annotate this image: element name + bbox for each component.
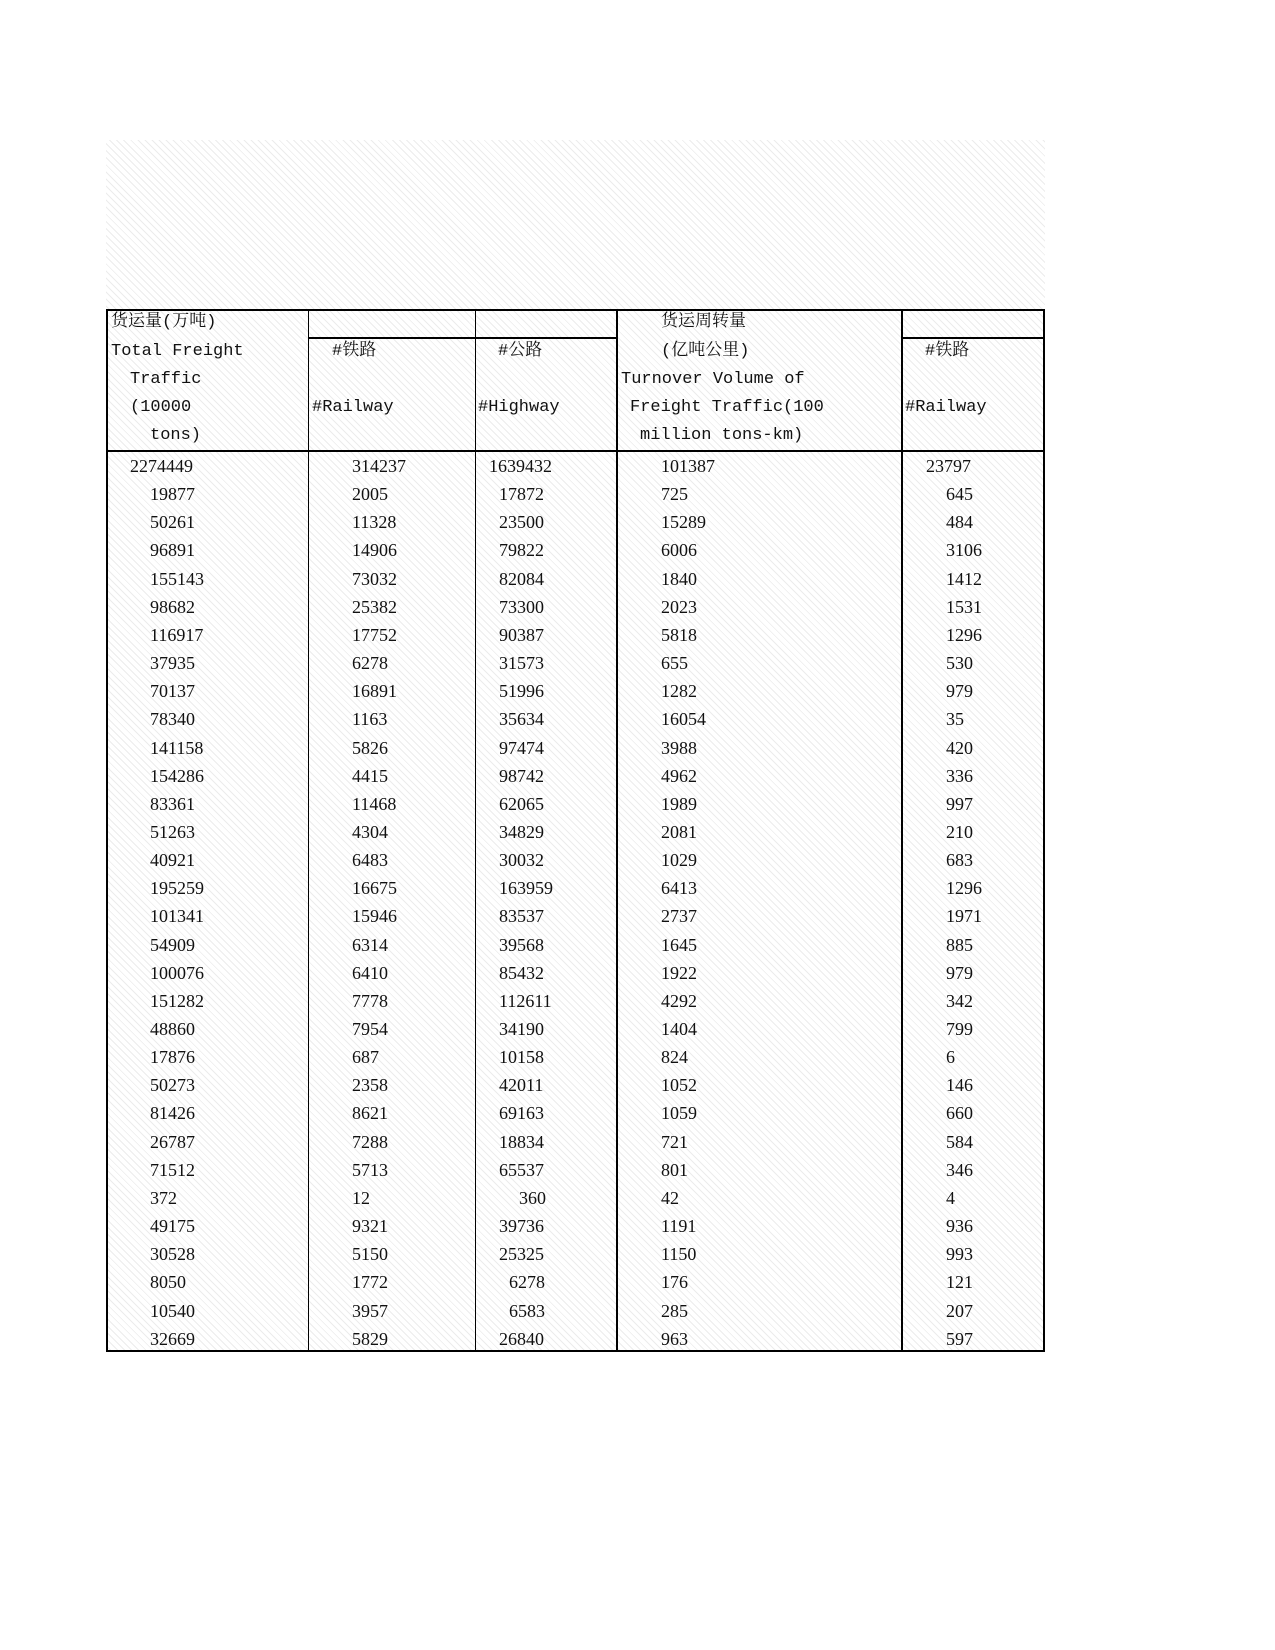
cell-total-freight: 81426 xyxy=(150,1103,195,1124)
cell-railway-freight: 2358 xyxy=(352,1075,388,1096)
cell-turnover-total: 4962 xyxy=(661,765,697,786)
cell-turnover-total: 1645 xyxy=(661,934,697,955)
cell-railway-freight: 25382 xyxy=(352,596,397,617)
cell-turnover-railway: 1531 xyxy=(946,596,982,617)
cell-total-freight: 71512 xyxy=(150,1159,195,1180)
cell-total-freight: 17876 xyxy=(150,1047,195,1068)
cell-railway-freight: 15946 xyxy=(352,906,397,927)
cell-turnover-railway: 35 xyxy=(946,709,964,730)
cell-turnover-railway: 885 xyxy=(946,934,973,955)
cell-total-freight: 49175 xyxy=(150,1216,195,1237)
cell-highway-freight: 82084 xyxy=(499,568,544,589)
cell-highway-freight: 360 xyxy=(519,1187,546,1208)
cell-turnover-total: 16054 xyxy=(661,709,706,730)
cell-railway-freight: 6278 xyxy=(352,653,388,674)
column-divider xyxy=(616,309,618,1352)
cell-turnover-railway: 584 xyxy=(946,1131,973,1152)
cell-highway-freight: 39736 xyxy=(499,1216,544,1237)
cell-turnover-railway: 645 xyxy=(946,484,973,505)
cell-total-freight: 2274449 xyxy=(130,456,193,476)
cell-turnover-railway: 346 xyxy=(946,1159,973,1180)
cell-turnover-railway: 597 xyxy=(946,1328,973,1349)
cell-turnover-total: 1840 xyxy=(661,568,697,589)
cell-railway-freight: 314237 xyxy=(352,456,406,476)
cell-turnover-railway: 936 xyxy=(946,1216,973,1237)
column-divider xyxy=(475,309,476,1352)
cell-total-freight: 78340 xyxy=(150,709,195,730)
cell-railway-freight: 11328 xyxy=(352,512,397,533)
cell-highway-freight: 90387 xyxy=(499,624,544,645)
cell-turnover-total: 1282 xyxy=(661,681,697,702)
header-freight-volume-cn: 货运量(万吨) xyxy=(111,313,217,332)
cell-highway-freight: 17872 xyxy=(499,484,544,505)
cell-highway-freight: 1639432 xyxy=(489,456,552,476)
cell-highway-freight: 98742 xyxy=(499,765,544,786)
table-border-top xyxy=(106,309,1045,311)
cell-turnover-railway: 6 xyxy=(946,1047,955,1068)
cell-total-freight: 100076 xyxy=(150,962,204,983)
cell-turnover-total: 3988 xyxy=(661,737,697,758)
cell-highway-freight: 85432 xyxy=(499,962,544,983)
cell-turnover-total: 824 xyxy=(661,1047,688,1068)
cell-railway-freight: 8621 xyxy=(352,1103,388,1124)
cell-railway-freight: 17752 xyxy=(352,624,397,645)
cell-total-freight: 48860 xyxy=(150,1019,195,1039)
cell-turnover-railway: 210 xyxy=(946,821,973,842)
cell-highway-freight: 97474 xyxy=(499,737,544,758)
cell-turnover-railway: 979 xyxy=(946,962,973,983)
cell-turnover-railway: 4 xyxy=(946,1187,955,1208)
cell-total-freight: 50273 xyxy=(150,1075,195,1096)
cell-highway-freight: 39568 xyxy=(499,934,544,955)
cell-total-freight: 50261 xyxy=(150,512,195,533)
cell-total-freight: 54909 xyxy=(150,934,195,955)
cell-turnover-railway: 683 xyxy=(946,850,973,871)
header-turnover-railway-cn: #铁路 xyxy=(925,342,970,361)
cell-turnover-total: 176 xyxy=(661,1272,688,1293)
cell-total-freight: 155143 xyxy=(150,568,204,589)
cell-turnover-railway: 420 xyxy=(946,737,973,758)
header-turnover-en: Freight Traffic(100 xyxy=(630,398,824,417)
cell-turnover-total: 725 xyxy=(661,484,688,505)
cell-highway-freight: 35634 xyxy=(499,709,544,730)
cell-highway-freight: 163959 xyxy=(499,878,553,899)
cell-railway-freight: 6483 xyxy=(352,850,388,871)
column-divider xyxy=(901,309,903,1352)
cell-turnover-total: 801 xyxy=(661,1159,688,1180)
cell-railway-freight: 7288 xyxy=(352,1131,388,1152)
cell-total-freight: 70137 xyxy=(150,681,195,702)
cell-turnover-total: 721 xyxy=(661,1131,688,1152)
cell-highway-freight: 6278 xyxy=(509,1272,545,1293)
cell-turnover-total: 1989 xyxy=(661,793,697,814)
cell-total-freight: 30528 xyxy=(150,1244,195,1265)
cell-turnover-total: 1150 xyxy=(661,1244,697,1265)
cell-highway-freight: 62065 xyxy=(499,793,544,814)
table-border-bottom xyxy=(106,1350,1045,1352)
cell-turnover-railway: 530 xyxy=(946,653,973,674)
cell-total-freight: 37935 xyxy=(150,653,195,674)
header-turnover-cn: (亿吨公里) xyxy=(661,342,750,361)
cell-railway-freight: 73032 xyxy=(352,568,397,589)
header-railway-en: #Railway xyxy=(312,398,394,417)
cell-total-freight: 98682 xyxy=(150,596,195,617)
cell-turnover-railway: 979 xyxy=(946,681,973,702)
cell-total-freight: 40921 xyxy=(150,850,195,871)
cell-turnover-railway: 336 xyxy=(946,765,973,786)
cell-turnover-railway: 146 xyxy=(946,1075,973,1096)
cell-turnover-total: 5818 xyxy=(661,624,697,645)
header-freight-volume-en: Traffic xyxy=(130,370,202,389)
cell-turnover-total: 1191 xyxy=(661,1216,697,1237)
cell-turnover-railway: 799 xyxy=(946,1019,973,1039)
freight-table xyxy=(106,309,1045,1352)
cell-highway-freight: 112611 xyxy=(499,990,552,1011)
cell-total-freight: 151282 xyxy=(150,990,204,1011)
cell-railway-freight: 6314 xyxy=(352,934,388,955)
cell-railway-freight: 5150 xyxy=(352,1244,388,1265)
cell-highway-freight: 79822 xyxy=(499,540,544,561)
cell-turnover-railway: 342 xyxy=(946,990,973,1011)
header-subdivider xyxy=(901,337,1045,339)
cell-railway-freight: 687 xyxy=(352,1047,379,1068)
header-bottom-border xyxy=(106,450,1045,452)
cell-highway-freight: 73300 xyxy=(499,596,544,617)
cell-highway-freight: 51996 xyxy=(499,681,544,702)
cell-railway-freight: 5826 xyxy=(352,737,388,758)
cell-railway-freight: 1163 xyxy=(352,709,388,730)
cell-turnover-total: 285 xyxy=(661,1300,688,1321)
cell-turnover-total: 1404 xyxy=(661,1019,697,1039)
cell-total-freight: 32669 xyxy=(150,1328,195,1349)
cell-turnover-total: 1059 xyxy=(661,1103,697,1124)
table-border-right xyxy=(1043,309,1045,1352)
cell-railway-freight: 1772 xyxy=(352,1272,388,1293)
cell-turnover-railway: 1296 xyxy=(946,878,982,899)
cell-railway-freight: 16675 xyxy=(352,878,397,899)
cell-turnover-total: 42 xyxy=(661,1187,679,1208)
cell-highway-freight: 30032 xyxy=(499,850,544,871)
header-turnover-en: Turnover Volume of xyxy=(621,370,805,389)
cell-railway-freight: 9321 xyxy=(352,1216,388,1237)
cell-highway-freight: 34190 xyxy=(499,1019,544,1039)
cell-turnover-railway: 993 xyxy=(946,1244,973,1265)
header-freight-volume-en: tons) xyxy=(150,426,202,445)
cell-total-freight: 154286 xyxy=(150,765,204,786)
cell-turnover-total: 2737 xyxy=(661,906,697,927)
header-turnover-cn: 货运周转量 xyxy=(661,313,746,332)
cell-railway-freight: 12 xyxy=(352,1187,370,1208)
cell-turnover-railway: 121 xyxy=(946,1272,973,1293)
cell-highway-freight: 18834 xyxy=(499,1131,544,1152)
cell-railway-freight: 2005 xyxy=(352,484,388,505)
header-turnover-en: million tons-km) xyxy=(640,426,804,445)
header-freight-volume-en: (10000 xyxy=(130,398,192,417)
cell-turnover-railway: 1971 xyxy=(946,906,982,927)
cell-turnover-railway: 660 xyxy=(946,1103,973,1124)
cell-turnover-total: 1922 xyxy=(661,962,697,983)
cell-railway-freight: 14906 xyxy=(352,540,397,561)
header-railway-cn: #铁路 xyxy=(332,342,377,361)
cell-turnover-total: 1029 xyxy=(661,850,697,871)
cell-total-freight: 51263 xyxy=(150,821,195,842)
cell-railway-freight: 3957 xyxy=(352,1300,388,1321)
cell-railway-freight: 5713 xyxy=(352,1159,388,1180)
header-highway-en: #Highway xyxy=(478,398,560,417)
cell-turnover-railway: 1412 xyxy=(946,568,982,589)
cell-turnover-total: 6413 xyxy=(661,878,697,899)
cell-turnover-railway: 484 xyxy=(946,512,973,533)
cell-highway-freight: 42011 xyxy=(499,1075,544,1096)
cell-total-freight: 116917 xyxy=(150,624,204,645)
cell-turnover-railway: 3106 xyxy=(946,540,982,561)
cell-railway-freight: 11468 xyxy=(352,793,397,814)
header-freight-volume-en: Total Freight xyxy=(111,342,244,361)
cell-railway-freight: 7778 xyxy=(352,990,388,1011)
cell-turnover-total: 963 xyxy=(661,1328,688,1349)
cell-turnover-total: 655 xyxy=(661,653,688,674)
cell-highway-freight: 23500 xyxy=(499,512,544,533)
cell-total-freight: 26787 xyxy=(150,1131,195,1152)
cell-railway-freight: 6410 xyxy=(352,962,388,983)
cell-railway-freight: 5829 xyxy=(352,1328,388,1349)
cell-highway-freight: 69163 xyxy=(499,1103,544,1124)
cell-turnover-railway: 1296 xyxy=(946,624,982,645)
cell-highway-freight: 25325 xyxy=(499,1244,544,1265)
cell-turnover-total: 1052 xyxy=(661,1075,697,1096)
cell-total-freight: 372 xyxy=(150,1187,177,1208)
header-highway-cn: #公路 xyxy=(498,342,543,361)
cell-railway-freight: 4304 xyxy=(352,821,388,842)
cell-total-freight: 10540 xyxy=(150,1300,195,1321)
cell-turnover-total: 15289 xyxy=(661,512,706,533)
header-turnover-railway-en: #Railway xyxy=(905,398,987,417)
cell-turnover-total: 2081 xyxy=(661,821,697,842)
cell-highway-freight: 65537 xyxy=(499,1159,544,1180)
cell-turnover-total: 101387 xyxy=(661,456,715,476)
cell-highway-freight: 34829 xyxy=(499,821,544,842)
cell-total-freight: 83361 xyxy=(150,793,195,814)
table-border-left xyxy=(106,309,108,1352)
cell-highway-freight: 26840 xyxy=(499,1328,544,1349)
cell-turnover-total: 6006 xyxy=(661,540,697,561)
cell-railway-freight: 7954 xyxy=(352,1019,388,1039)
cell-total-freight: 141158 xyxy=(150,737,204,758)
cell-highway-freight: 83537 xyxy=(499,906,544,927)
cell-highway-freight: 6583 xyxy=(509,1300,545,1321)
cell-total-freight: 96891 xyxy=(150,540,195,561)
cell-highway-freight: 31573 xyxy=(499,653,544,674)
cell-turnover-total: 2023 xyxy=(661,596,697,617)
cell-railway-freight: 4415 xyxy=(352,765,388,786)
cell-railway-freight: 16891 xyxy=(352,681,397,702)
column-divider xyxy=(308,309,309,1352)
cell-total-freight: 8050 xyxy=(150,1272,186,1293)
cell-total-freight: 195259 xyxy=(150,878,204,899)
cell-turnover-total: 4292 xyxy=(661,990,697,1011)
cell-turnover-railway: 23797 xyxy=(926,456,971,476)
cell-total-freight: 101341 xyxy=(150,906,204,927)
cell-turnover-railway: 207 xyxy=(946,1300,973,1321)
cell-total-freight: 19877 xyxy=(150,484,195,505)
cell-turnover-railway: 997 xyxy=(946,793,973,814)
cell-highway-freight: 10158 xyxy=(499,1047,544,1068)
